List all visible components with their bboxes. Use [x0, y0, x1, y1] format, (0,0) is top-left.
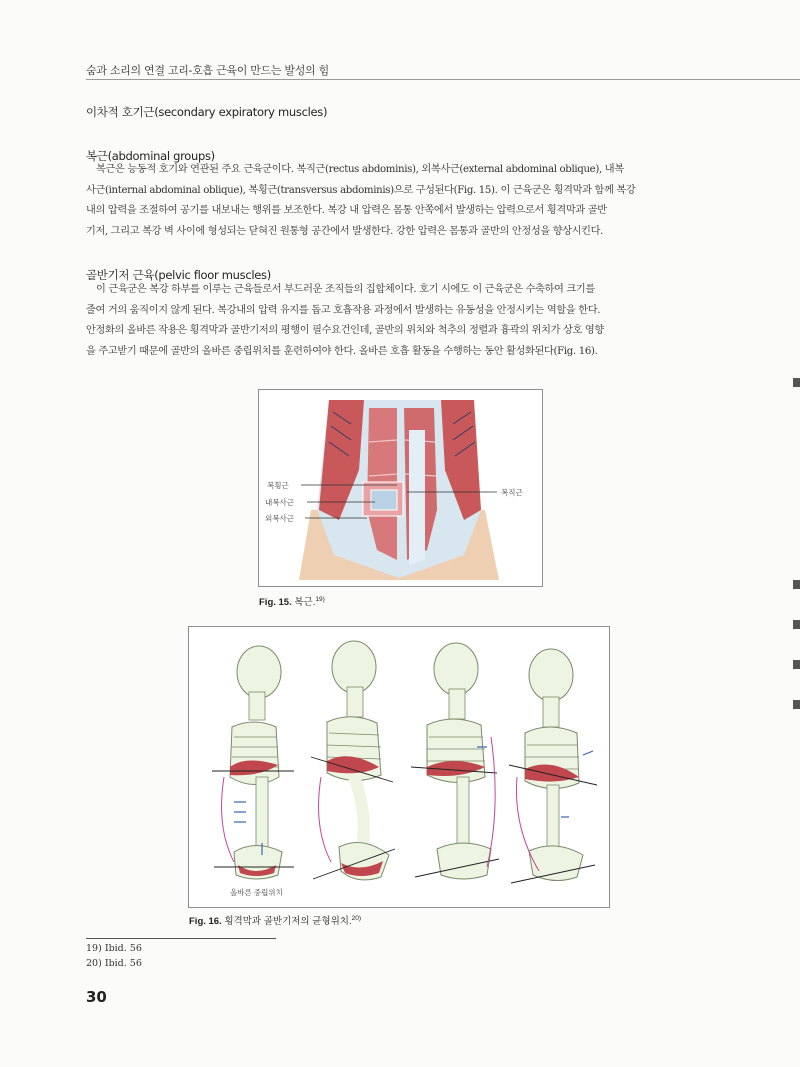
- figure-15-label: Fig. 15.: [259, 597, 292, 608]
- skeleton-panel-posterior-tilt: [311, 641, 395, 880]
- skeleton-panel-extended: [509, 649, 597, 883]
- edge-mark: [793, 660, 800, 669]
- para-line: 줄여 거의 움직이지 않게 된다. 복강내의 압력 유지를 돕고 호흡작용 과정에서 발생하는 유동성을 안정시키는 역할을 한다.: [86, 304, 601, 316]
- paragraph-pelvic-floor: [86, 280, 714, 362]
- edge-mark: [793, 580, 800, 589]
- abdominal-muscles-illustration: [259, 390, 542, 586]
- para-line: 을 주고받기 때문에 골반의 올바른 중립위치를 훈련하여야 한다. 올바른 호흡 활동을 수행하는 동안 활성화된다(Fig. 16).: [86, 345, 598, 357]
- section-title-pelvic-floor: 골반기저 근육(pelvic floor muscles): [86, 268, 271, 282]
- page-number: 30: [86, 988, 107, 1006]
- para-line: 안정화의 올바른 작용은 횡격막과 골반기저의 평행이 필수요건인데, 골반의 위치와 척추의 정렬과 흉곽의 위치가 상호 영향: [86, 325, 604, 337]
- figure-16-caption: [189, 913, 361, 927]
- figure-16-caption-text: 횡격막과 골반기저의 균형위치.: [224, 916, 352, 927]
- header-rule: [86, 79, 800, 80]
- figure-15-abdominal-muscles: [258, 389, 543, 587]
- neutral-position-label: 올바른 중립위치: [230, 888, 283, 897]
- footnote-19: 19) Ibid. 56: [86, 943, 142, 954]
- footnote-rule: [86, 938, 276, 939]
- callout-external-oblique: 외복사근: [265, 514, 294, 523]
- skeleton-panel-anterior-tilt: [411, 643, 499, 879]
- figure-16-label: Fig. 16.: [189, 916, 222, 927]
- callout-transversus: 복횡근: [267, 481, 289, 490]
- figure-16-ref: 20): [351, 914, 362, 922]
- para-line: 내의 압력을 조절하여 공기를 내보내는 행위를 보조한다. 복강 내 압력은 몸통 안쪽에서 발생하는 압력으로서 횡격막과 골반: [86, 205, 607, 217]
- para-line: 이 근육군은 복강 하부를 이루는 근육들로서 부드러운 조직들의 집합체이다. 호기 시에도 이 근육군은 수축하여 크기를: [96, 284, 595, 295]
- skeleton-posture-illustration: [189, 627, 609, 907]
- paragraph-abdominal: [86, 160, 714, 242]
- figure-15-caption-text: 복근.: [294, 597, 316, 608]
- transversus-window: [371, 490, 397, 510]
- linea-alba-window: [409, 430, 425, 565]
- footnote-20: 20) Ibid. 56: [86, 958, 142, 969]
- edge-mark: [793, 700, 800, 709]
- para-line: 복근은 능동적 호기와 연관된 주요 근육군이다. 복직근(rectus abdominis), 외복사근(external abdominal oblique), 내복: [96, 164, 624, 175]
- running-header: 숨과 소리의 연결 고리-호흡 근육이 만드는 발성의 힘: [86, 64, 329, 77]
- figure-15-caption: [259, 594, 325, 608]
- edge-mark: [793, 378, 800, 387]
- section-title-secondary-expiratory: 이차적 호기근(secondary expiratory muscles): [86, 105, 328, 119]
- callout-rectus: 복직근: [501, 488, 523, 497]
- edge-mark: [793, 620, 800, 629]
- para-line: 사근(internal abdominal oblique), 복횡근(transversus abdominis)으로 구성된다(Fig. 15). 이 근육군은 횡격막과 함께 복강: [86, 184, 636, 196]
- section-title-abdominal: 복근(abdominal groups): [86, 149, 215, 163]
- para-line: 기저, 그리고 복강 벽 사이에 형성되는 닫혀진 원통형 공간에서 발생한다. 강한 압력은 몸통과 골반의 안정성을 향상시킨다.: [86, 225, 604, 237]
- callout-internal-oblique: 내복사근: [265, 498, 294, 507]
- skeleton-panel-neutral: [212, 646, 294, 897]
- figure-15-ref: 19): [315, 595, 325, 603]
- figure-16-diaphragm-pelvic-floor: [188, 626, 610, 908]
